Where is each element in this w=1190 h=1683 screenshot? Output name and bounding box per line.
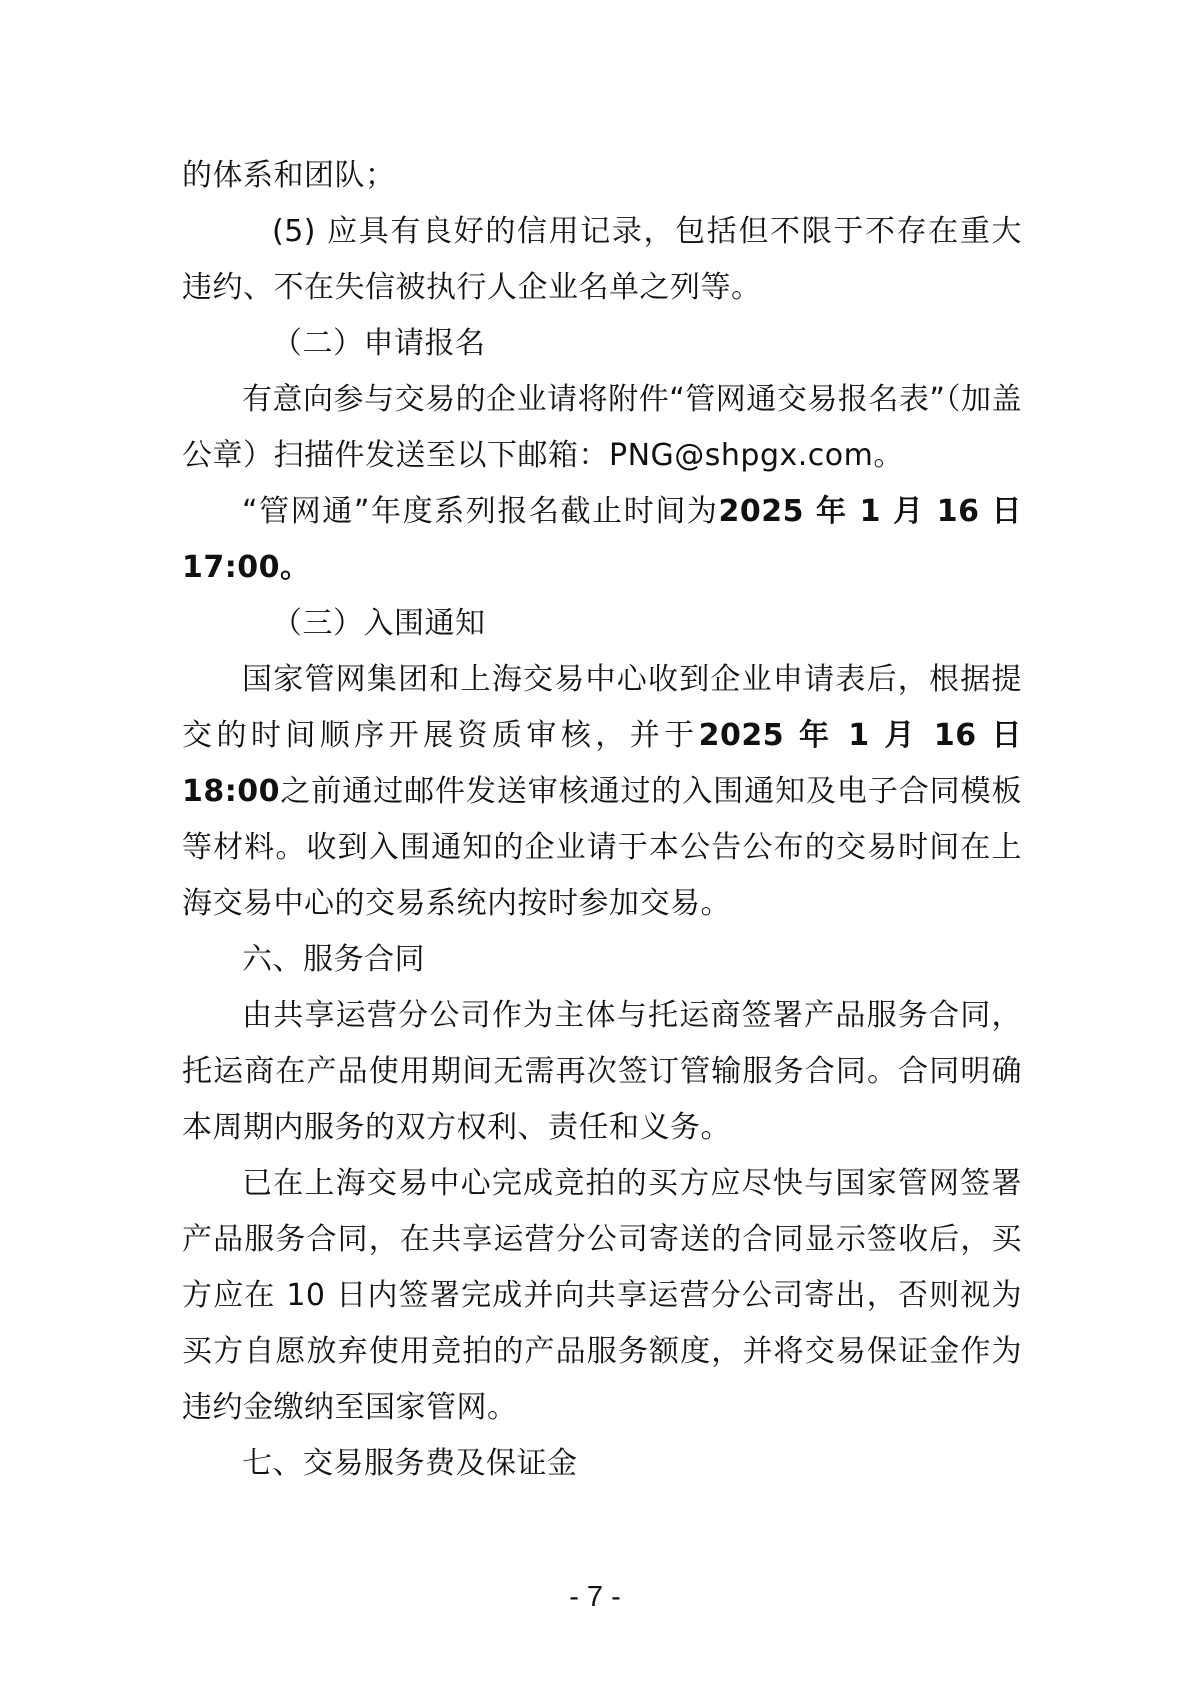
paragraph-team-system: 的体系和团队；	[182, 158, 396, 193]
shortlist-date: 2025 年 1 月 16 日 18:00	[182, 718, 1023, 809]
paragraph-registration-deadline	[182, 484, 1022, 596]
shortlist-text-b: 之前通过邮件发送审核通过的入围通知及电子合同模板等材料。收到入围通知的企业请于本公告公布的交易时间在上海交易中心的交易系统内按时参加交易。	[182, 774, 1022, 921]
paragraph-credit-record: (5) 应具有良好的信用记录，包括但不限于不存在重大违约、不在失信被执行人企业名单之列等。	[182, 214, 1022, 305]
deadline-date: 2025 年 1 月 16 日 17:00。	[182, 494, 1022, 585]
paragraph-contract-signing: 已在上海交易中心完成竞拍的买方应尽快与国家管网签署产品服务合同，在共享运营分公司寄送的合同显示签收后，买方应在 10 日内签署完成并向共享运营分公司寄出，否则视为买方自愿放弃使用竞拍的产品服务额度，并将交易保证金作为违约金缴纳至国家管网。	[182, 1166, 1022, 1425]
section-heading-service-contract: 六、服务合同	[242, 942, 425, 977]
document-body	[182, 148, 1022, 1492]
section-heading-fees-deposit: 七、交易服务费及保证金	[242, 1446, 578, 1481]
deadline-text: “管网通”年度系列报名截止时间为	[242, 494, 719, 529]
paragraph-shortlist-notice	[182, 652, 1022, 932]
shortlist-text-a: 国家管网集团和上海交易中心收到企业申请表后，根据提交的时间顺序开展资质审核，并于	[182, 662, 1022, 753]
paragraph-application-email: 有意向参与交易的企业请将附件“管网通交易报名表”（加盖公章）扫描件发送至以下邮箱：PNG@shpgx.com。	[182, 382, 1022, 473]
page-number: - 7 -	[569, 1581, 621, 1613]
paragraph-service-contract: 由共享运营分公司作为主体与托运商签署产品服务合同，托运商在产品使用期间无需再次签订管输服务合同。合同明确本周期内服务的双方权利、责任和义务。	[182, 998, 1022, 1145]
section-heading-application: （二）申请报名	[272, 326, 486, 361]
section-heading-shortlist: （三）入围通知	[272, 606, 486, 641]
